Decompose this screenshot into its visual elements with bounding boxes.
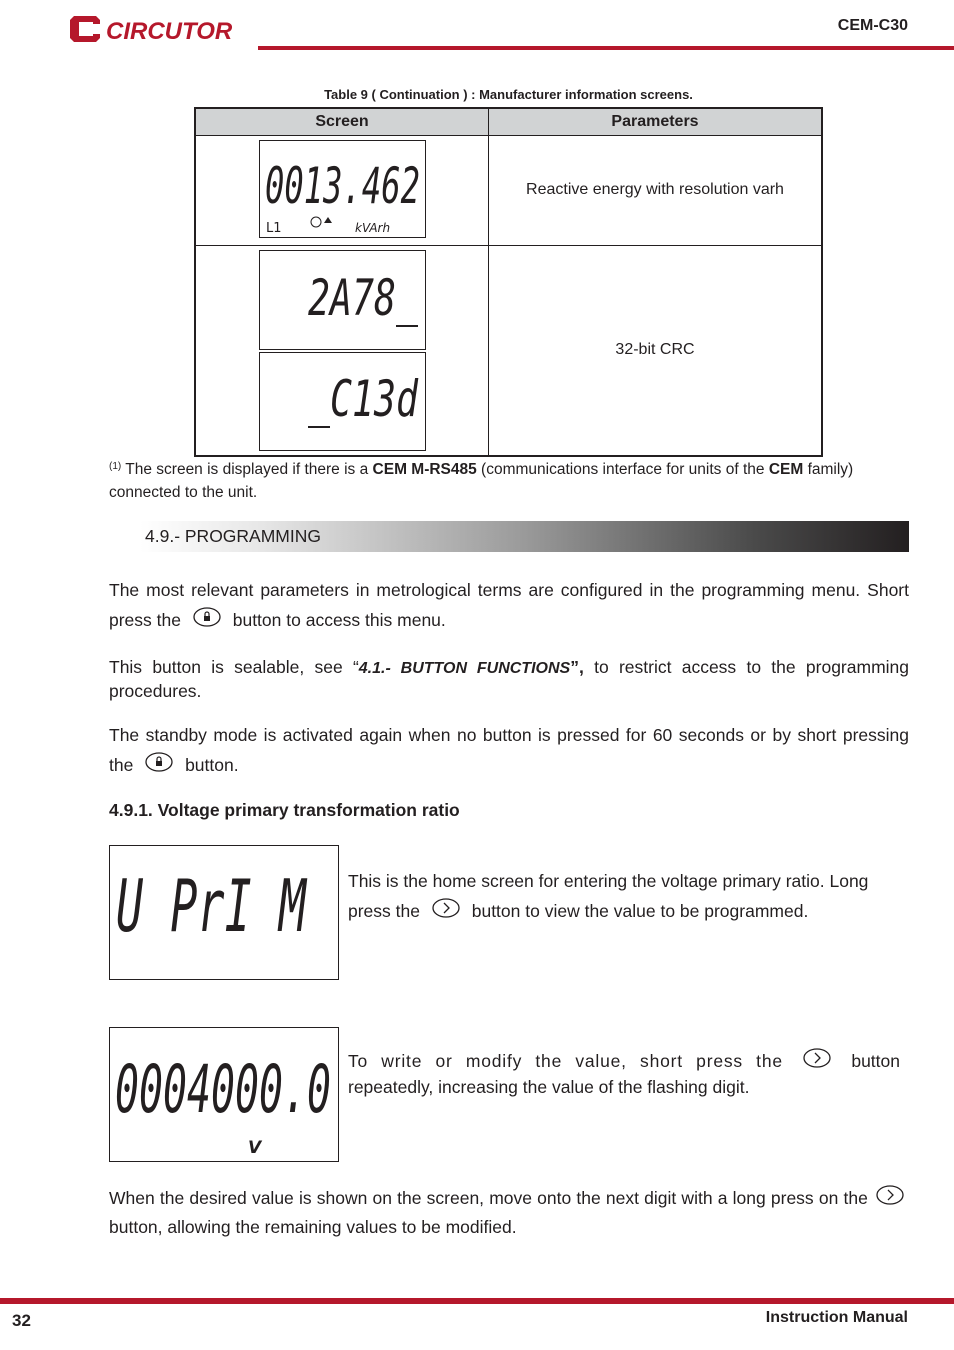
paragraph-text: This button is sealable, see “	[109, 657, 359, 677]
paragraph-sealable	[109, 656, 909, 703]
paragraph-next-digit	[109, 1184, 909, 1242]
chevron-right-icon	[431, 898, 461, 920]
lock-icon	[144, 752, 174, 774]
paragraph-text: button to access this menu.	[232, 610, 446, 630]
chevron-right-icon	[802, 1048, 832, 1070]
brand-text: CIRCUTOR	[106, 18, 233, 45]
lcd-crc-low	[259, 352, 426, 451]
paragraph-standby	[109, 720, 909, 780]
paragraph-text: The most relevant parameters in metrological terms are configured in the programming menu. Short press the	[109, 580, 909, 630]
lock-icon	[192, 607, 222, 629]
screen-1-description	[348, 866, 900, 926]
paragraph-text: When the desired value is shown on the screen, move onto the next digit with a long press on the	[109, 1188, 868, 1208]
lcd-voltage-primary-value	[109, 1027, 339, 1162]
footnote-bold: CEM M-RS485	[372, 461, 477, 478]
param-crc: 32-bit CRC	[615, 341, 695, 358]
header-rule	[258, 46, 954, 50]
footnote-marker: (1)	[109, 461, 122, 472]
lcd-arrow-icon	[324, 217, 332, 223]
lcd-crc-high-digits: 2A78_	[308, 269, 419, 327]
column-divider	[488, 109, 489, 455]
table-footnote	[109, 455, 909, 504]
description-text: button to view the value to be programmed.	[471, 901, 809, 921]
lcd-unit: V	[248, 1138, 262, 1158]
description-text: button repeatedly, increasing the value of the flashing digit.	[348, 1051, 900, 1097]
manufacturer-info-table	[194, 107, 823, 457]
footer-title: Instruction Manual	[765, 1309, 908, 1326]
param-reactive-energy: Reactive energy with resolution varh	[526, 181, 784, 198]
lcd-unit: kVArh	[355, 221, 391, 235]
column-header-screen: Screen	[315, 113, 369, 130]
row-divider	[196, 245, 821, 246]
lcd-phase-indicator: L1	[266, 221, 282, 236]
lcd-reactive-energy	[259, 140, 426, 238]
description-text: To write or modify the value, short press the	[348, 1051, 783, 1071]
footer-rule	[0, 1298, 954, 1304]
chevron-right-icon	[875, 1185, 905, 1207]
paragraph-programming-menu	[109, 575, 909, 635]
footnote-bold: CEM	[768, 461, 804, 478]
document-code: CEM-C30	[837, 17, 908, 34]
table-caption: Table 9 ( Continuation ) : Manufacturer information screens.	[324, 87, 693, 102]
lcd-display-text: U PrI M	[116, 864, 308, 948]
lcd-crc-low-digits: _C13d	[308, 370, 419, 428]
section-title: 4.9.- PROGRAMMING	[145, 526, 321, 546]
paragraph-text: button, allowing the remaining values to be modified.	[109, 1217, 517, 1237]
paragraph-text: button.	[185, 755, 239, 775]
table-header-row	[196, 109, 821, 136]
paragraph-text: ”,	[570, 657, 584, 677]
lcd-digits: 0013.462	[265, 157, 420, 215]
screen-2-description	[348, 1048, 900, 1100]
column-header-parameters: Parameters	[611, 113, 699, 130]
footnote-text: (communications interface for units of the	[476, 461, 769, 478]
subsection-title: 4.9.1. Voltage primary transformation ratio	[109, 800, 460, 820]
page-number: 32	[12, 1311, 31, 1330]
lcd-symbol-icon	[311, 217, 321, 227]
paragraph-text: The standby mode is activated again when no button is pressed for 60 seconds or by short pressing the	[109, 725, 909, 775]
cross-reference-link[interactable]: 4.1.- BUTTON FUNCTIONS	[358, 660, 571, 677]
description-text: This is the home screen for entering the voltage primary ratio. Long press the	[348, 871, 869, 921]
circutor-logo	[70, 12, 250, 46]
lcd-display-value: 0004000.0	[115, 1051, 331, 1128]
lcd-crc-high	[259, 250, 426, 350]
footnote-text: family) connected to the unit.	[109, 461, 854, 501]
lcd-voltage-primary-home	[109, 845, 339, 980]
footnote-text: The screen is displayed if there is a	[125, 461, 373, 478]
paragraph-text: to restrict access to the programming procedures.	[109, 657, 910, 701]
